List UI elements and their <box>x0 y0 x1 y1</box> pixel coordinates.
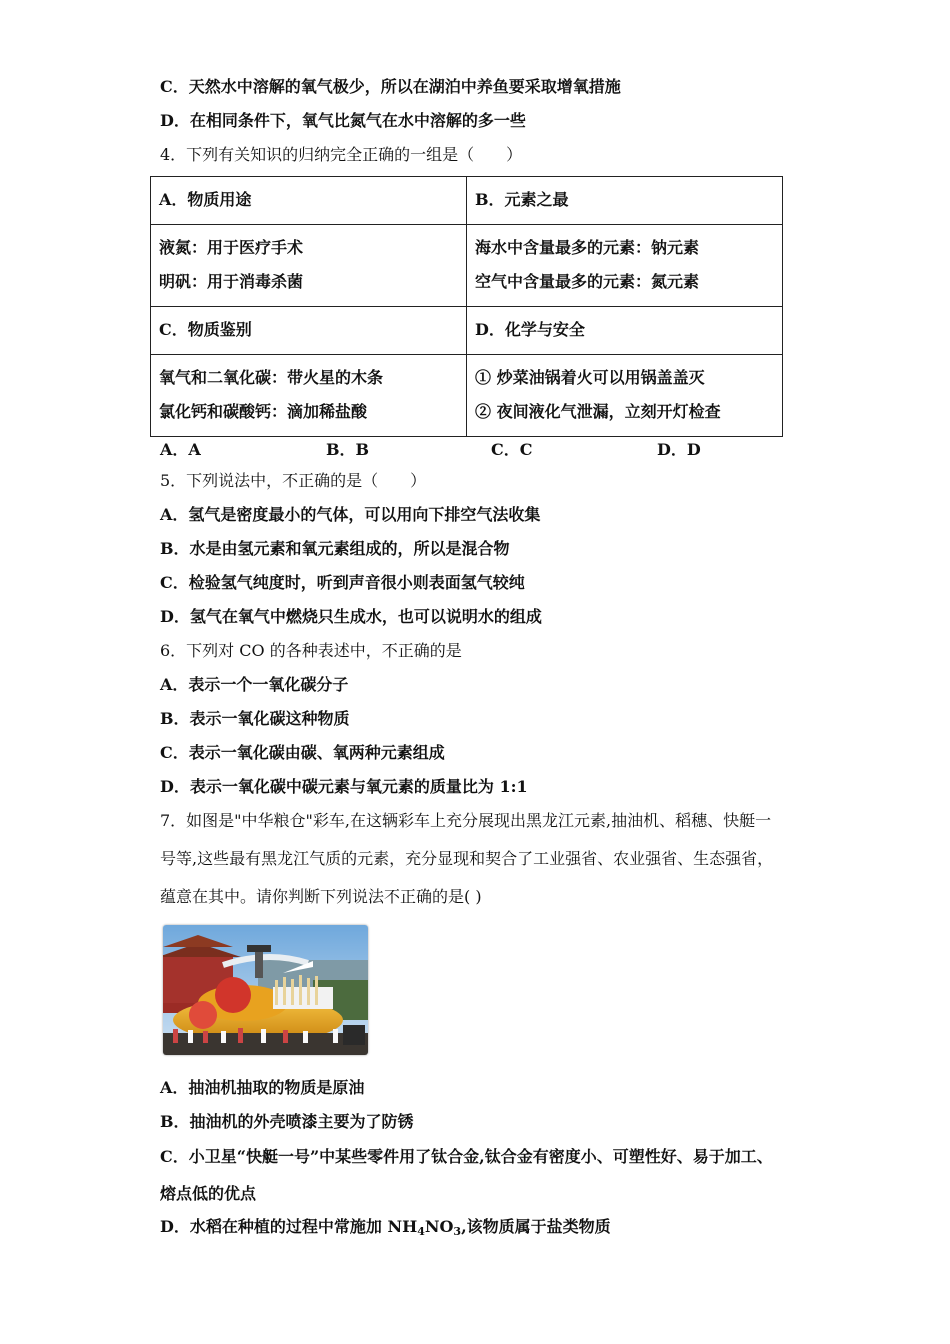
q5-stem: 5．下列说法中，不正确的是（ ） <box>160 471 427 490</box>
q6-option-b: B．表示一氧化碳这种物质 <box>160 709 350 728</box>
cell-d-line2: ② 夜间液化气泄漏，立刻开灯检查 <box>475 402 721 421</box>
q4-table <box>150 176 783 437</box>
cell-b-body <box>467 225 783 307</box>
q7-option-c-line1: C．小卫星“快艇一号”中某些零件用了钛合金,钛合金有密度小、可塑性好、易于加工、 <box>160 1147 773 1166</box>
cell-a-line2: 明矾：用于消毒杀菌 <box>159 272 304 291</box>
q6-stem: 6．下列对 CO 的各种表述中，不正确的是 <box>160 641 462 660</box>
cell-c-body <box>151 355 467 437</box>
q7d-sub-4: 4 <box>417 1225 425 1238</box>
cell-d-body <box>467 355 783 437</box>
q3-option-c: C．天然水中溶解的氧气极少，所以在湖泊中养鱼要采取增氧措施 <box>160 77 621 96</box>
q6-option-c: C．表示一氧化碳由碳、氧两种元素组成 <box>160 743 445 762</box>
q7d-sub-3: 3 <box>453 1225 462 1238</box>
cell-b-line1: 海水中含量最多的元素：钠元素 <box>475 238 700 257</box>
q7-option-d <box>160 1216 611 1238</box>
cell-d-line1: ① 炒菜油锅着火可以用锅盖盖灭 <box>475 368 705 387</box>
cell-a-body <box>151 225 467 307</box>
q4-answer-c: C．C <box>491 440 533 459</box>
q7-option-b: B．抽油机的外壳喷漆主要为了防锈 <box>160 1112 414 1131</box>
q7-option-a: A．抽油机抽取的物质是原油 <box>160 1078 365 1097</box>
q5-option-a: A．氢气是密度最小的气体，可以用向下排空气法收集 <box>160 505 541 524</box>
q7-stem-line1: 7．如图是"中华粮仓"彩车,在这辆彩车上充分展现出黑龙江元素,抽油机、稻穗、快艇一 <box>160 811 772 830</box>
q7d-text-post: ,该物质属于盐类物质 <box>461 1217 611 1236</box>
q5-option-b: B．水是由氢元素和氧元素组成的，所以是混合物 <box>160 539 510 558</box>
q4-answer-b: B．B <box>326 440 370 459</box>
cell-a-head: A．物质用途 <box>151 177 467 225</box>
q3-option-d: D．在相同条件下，氧气比氮气在水中溶解的多一些 <box>160 111 526 130</box>
q4-answer-a: A．A <box>160 440 201 459</box>
q4-answer-d: D．D <box>657 440 701 459</box>
q7-stem-line3: 蕴意在其中。请你判断下列说法不正确的是( ) <box>160 887 482 906</box>
q4-stem: 4．下列有关知识的归纳完全正确的一组是（ ） <box>160 145 523 164</box>
cell-c-line2: 氯化钙和碳酸钙：滴加稀盐酸 <box>159 402 368 421</box>
cell-d-head: D．化学与安全 <box>467 307 783 355</box>
q7-stem-line2: 号等,这些最有黑龙江气质的元素，充分显现和契合了工业强省、农业强省、生态强省， <box>160 849 774 868</box>
cell-c-line1: 氧气和二氧化碳：带火星的木条 <box>159 368 384 387</box>
q6-option-d: D．表示一氧化碳中碳元素与氧元素的质量比为 1:1 <box>160 777 528 796</box>
q5-option-c: C．检验氢气纯度时，听到声音很小则表面氢气较纯 <box>160 573 525 592</box>
cell-b-line2: 空气中含量最多的元素：氮元素 <box>475 272 700 291</box>
cell-c-head: C．物质鉴别 <box>151 307 467 355</box>
cell-b-head: B．元素之最 <box>467 177 783 225</box>
cell-a-line1: 液氮：用于医疗手术 <box>159 238 304 257</box>
q7d-text-mid: NO <box>424 1217 454 1236</box>
q7d-text-pre: D．水稻在种植的过程中常施加 NH <box>160 1217 418 1236</box>
q5-option-d: D．氢气在氧气中燃烧只生成水，也可以说明水的组成 <box>160 607 542 626</box>
parade-float-photo <box>163 925 368 1055</box>
q6-option-a: A．表示一个一氧化碳分子 <box>160 675 349 694</box>
q7-option-c-line2: 熔点低的优点 <box>160 1184 257 1203</box>
